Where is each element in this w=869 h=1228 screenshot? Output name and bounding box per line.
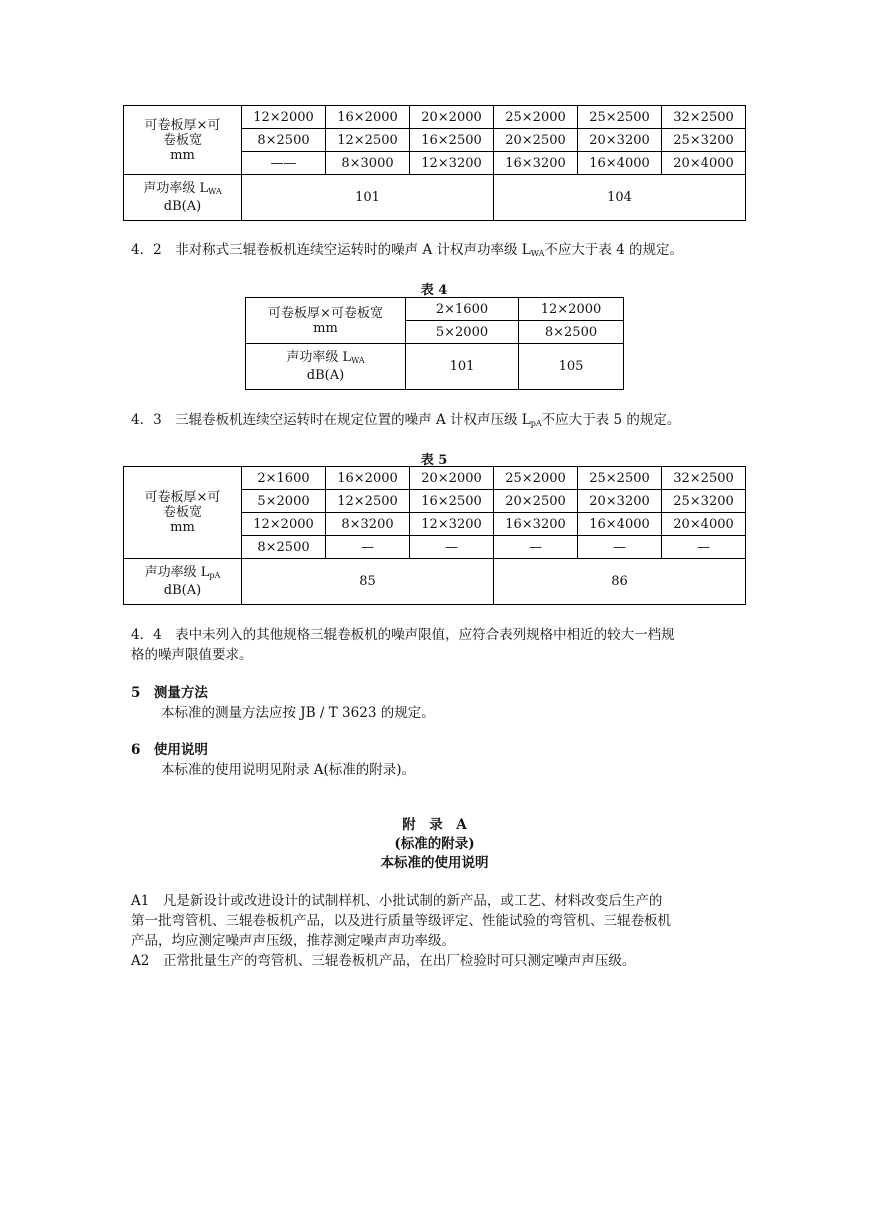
- size-label-line1: 可卷板厚×可卷板宽: [268, 305, 383, 321]
- table-5-caption: 表 5: [420, 453, 448, 468]
- table-cell: 5×2000: [406, 321, 519, 344]
- power-level-label: 声功率级 L: [143, 181, 209, 196]
- table-cell: 25×3200: [662, 490, 746, 513]
- table-cell: 25×2500: [578, 467, 662, 490]
- pressure-level-unit: dB(A): [163, 583, 202, 598]
- table-cell: 2×1600: [242, 467, 326, 490]
- clause-4-2-text-end: 不应大于表 4 的规定。: [544, 242, 684, 258]
- appendix-a1-line2: 第一批弯管机、三辊卷板机产品，以及进行质量等级评定、性能试验的弯管机、三辊卷板机: [131, 913, 671, 929]
- section-6-body: 本标准的使用说明见附录 A(标准的附录)。: [161, 762, 416, 778]
- size-label-unit: mm: [170, 520, 195, 535]
- table-cell: 12×2500: [326, 490, 410, 513]
- section-6-heading: 6 使用说明: [131, 742, 208, 758]
- power-level-subscript: WA: [351, 356, 365, 365]
- table-cell: ——: [242, 152, 326, 175]
- appendix-subtitle: (标准的附录): [394, 836, 475, 852]
- table-cell: 16×2500: [410, 490, 494, 513]
- table-cell: 16×4000: [578, 152, 662, 175]
- table-cell: —: [410, 536, 494, 559]
- size-label-line2: 卷板宽: [162, 132, 202, 148]
- power-level-label-cell: [124, 175, 242, 221]
- table-cell: —: [326, 536, 410, 559]
- appendix-title: 附 录 A: [402, 817, 467, 833]
- appendix-a1-line1: A1 凡是新设计或改进设计的试制样机、小批试制的新产品，或工艺、材料改变后生产的: [131, 893, 663, 909]
- table-cell: 12×2000: [242, 513, 326, 536]
- table-cell: 8×2500: [519, 321, 624, 344]
- power-level-value: 101: [406, 344, 519, 390]
- size-label-unit: mm: [313, 320, 338, 336]
- section-5-body: 本标准的测量方法应按 JB / T 3623 的规定。: [161, 705, 435, 721]
- power-level-value: 105: [519, 344, 624, 390]
- size-label-line1: 可卷板厚×可: [144, 117, 221, 133]
- size-label-cell: [124, 106, 242, 175]
- appendix-a1-line3: 产品，均应测定噪声声压级，推荐测定噪声声功率级。: [131, 933, 455, 949]
- appendix-heading: 本标准的使用说明: [380, 855, 489, 871]
- appendix-a1: [131, 891, 771, 971]
- table-cell: —: [578, 536, 662, 559]
- table-cell: 12×2000: [519, 298, 624, 321]
- table-cell: 25×2000: [494, 467, 578, 490]
- table-cell: 20×2500: [494, 490, 578, 513]
- power-level-unit: dB(A): [163, 199, 202, 214]
- table-cell: 20×2000: [410, 467, 494, 490]
- table-cell: 16×3200: [494, 513, 578, 536]
- table-5: [123, 466, 746, 605]
- table-cell: 12×2000: [242, 106, 326, 129]
- table-cell: 5×2000: [242, 490, 326, 513]
- power-level-label-cell: [246, 344, 406, 390]
- size-label-cell: [124, 467, 242, 559]
- pressure-level-label: 声功率级 L: [144, 565, 210, 580]
- power-level-subscript: WA: [208, 187, 222, 196]
- table-cell: 16×2000: [326, 106, 410, 129]
- section-5-heading: 5 测量方法: [131, 685, 208, 701]
- table-cell: 16×3200: [494, 152, 578, 175]
- size-label-unit: mm: [170, 147, 195, 163]
- table-cell: 8×2500: [242, 129, 326, 152]
- table-cell: 20×3200: [578, 490, 662, 513]
- power-level-value: 104: [494, 175, 746, 221]
- table-cell: 16×2000: [326, 467, 410, 490]
- power-level-unit: dB(A): [306, 368, 345, 383]
- pressure-level-value: 85: [242, 559, 494, 605]
- table-cell: 12×2500: [326, 129, 410, 152]
- table-cell: —: [662, 536, 746, 559]
- clause-4-3-subscript: pA: [530, 419, 542, 428]
- power-level-value: 101: [242, 175, 494, 221]
- size-label-line1: 可卷板厚×可: [144, 490, 221, 505]
- clause-4-3-text: 4．3 三辊卷板机连续空运转时在规定位置的噪声 A 计权声压级 L: [131, 412, 531, 428]
- clause-4-3-text-end: 不应大于表 5 的规定。: [541, 412, 681, 428]
- clause-4-2-text: 4．2 非对称式三辊卷板机连续空运转时的噪声 A 计权声功率级 L: [131, 242, 531, 258]
- clause-4-4: [131, 625, 771, 665]
- table-cell: 8×2500: [242, 536, 326, 559]
- table-cell: 20×4000: [662, 152, 746, 175]
- table-cell: 32×2500: [662, 106, 746, 129]
- table-3-continued: [123, 105, 746, 221]
- table-cell: 25×2000: [494, 106, 578, 129]
- clause-4-2: [131, 240, 771, 264]
- table-cell: 20×4000: [662, 513, 746, 536]
- table-cell: 20×3200: [578, 129, 662, 152]
- table-cell: 8×3000: [326, 152, 410, 175]
- table-cell: 16×4000: [578, 513, 662, 536]
- table-cell: 25×2500: [578, 106, 662, 129]
- clause-4-3: [131, 410, 771, 434]
- table-cell: 20×2000: [410, 106, 494, 129]
- clause-4-4-line1: 4．4 表中未列入的其他规格三辊卷板机的噪声限值，应符合表列规格中相近的较大一档规: [131, 627, 675, 643]
- table-cell: 32×2500: [662, 467, 746, 490]
- clause-4-2-subscript: WA: [530, 249, 545, 258]
- size-label-cell: [246, 298, 406, 344]
- table-cell: 2×1600: [406, 298, 519, 321]
- table-cell: 20×2500: [494, 129, 578, 152]
- table-4: [245, 297, 624, 390]
- appendix-a2: A2 正常批量生产的弯管机、三辊卷板机产品，在出厂检验时可只测定噪声声压级。: [131, 953, 636, 969]
- table-cell: 8×3200: [326, 513, 410, 536]
- table-cell: —: [494, 536, 578, 559]
- power-level-label: 声功率级 L: [286, 350, 352, 365]
- table-cell: 12×3200: [410, 152, 494, 175]
- clause-4-4-line2: 格的噪声限值要求。: [131, 647, 253, 663]
- table-cell: 12×3200: [410, 513, 494, 536]
- table-cell: 16×2500: [410, 129, 494, 152]
- pressure-level-label-cell: [124, 559, 242, 605]
- table-4-caption: 表 4: [420, 283, 448, 298]
- pressure-level-subscript: pA: [209, 571, 221, 580]
- table-cell: 25×3200: [662, 129, 746, 152]
- size-label-line2: 卷板宽: [162, 505, 202, 520]
- pressure-level-value: 86: [494, 559, 746, 605]
